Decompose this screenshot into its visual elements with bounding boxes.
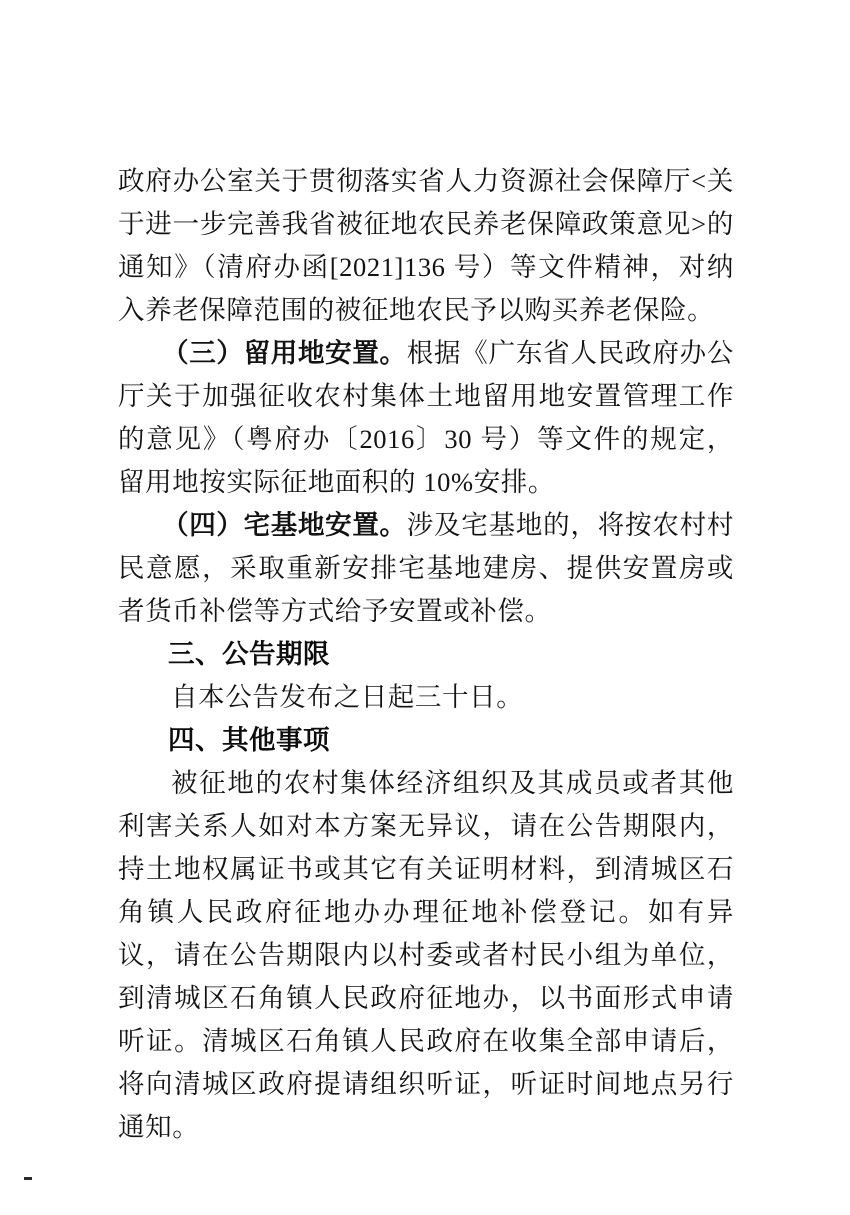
scan-artifact-mark xyxy=(24,1177,32,1180)
section-heading-four: 四、其他事项 xyxy=(168,725,330,755)
document-text-body xyxy=(118,160,734,1149)
item-three-paragraph xyxy=(118,332,734,504)
item-three-text: 根据《广东省人民政府办公厅关于加强征收农村集体土地留用地安置管理工作的意见》（粤府办〔2016〕30 号）等文件的规定，留用地按实际征地面积的 10%安排。 xyxy=(118,338,735,497)
section-heading-three: 三、公告期限 xyxy=(168,639,330,669)
item-four-lead-label: （四）宅基地安置。 xyxy=(162,510,407,540)
item-four-paragraph xyxy=(118,504,734,633)
item-three-lead-label: （三）留用地安置。 xyxy=(162,338,407,368)
item-four-text: 涉及宅基地的，将按农村村民意愿，采取重新安排宅基地建房、提供安置房或者货币补偿等方式给予安置或补偿。 xyxy=(118,510,735,626)
section-three-body: 自本公告发布之日起三十日。 xyxy=(171,682,524,712)
section-four-body: 被征地的农村集体经济组织及其成员或者其他利害关系人如对本方案无异议，请在公告期限内，持土地权属证书或其它有关证明材料，到清城区石角镇人民政府征地办办理征地补偿登记。如有异议，请在公告期限内以村委或者村民小组为单位，到清城区石角镇人民政府征地办，以书面形式申请听证。清城区石角镇人民政府在收集全部申请后，将向清城区政府提请组织听证，听证时间地点另行通知。 xyxy=(118,768,734,1142)
paragraph-continued-from-previous-page: 政府办公室关于贯彻落实省人力资源社会保障厅<关于进一步完善我省被征地农民养老保障政策意见>的通知》（清府办函[2021]136 号）等文件精神，对纳入养老保障范围的被征地农民予以购买养老保险。 xyxy=(118,166,734,325)
